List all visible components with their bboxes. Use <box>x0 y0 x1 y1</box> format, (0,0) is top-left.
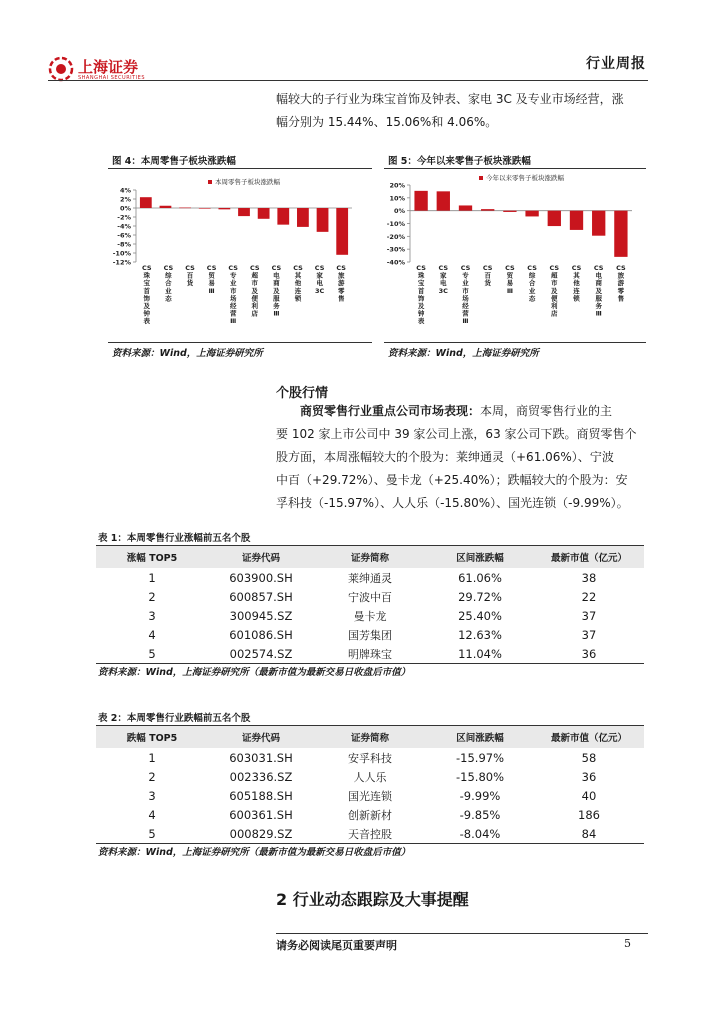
table1-title: 表 1：本周零售行业涨幅前五名个股 <box>98 533 251 544</box>
table1-header-code: 证券代码 <box>208 546 314 568</box>
intro-line-2: 幅分别为 15.44%、15.06%和 4.06%。 <box>276 115 498 129</box>
fig4-title: 图 4：本周零售子板块涨跌幅 <box>112 156 236 167</box>
fig5-legend-label: 今年以来零售子板块涨跌幅 <box>486 174 564 182</box>
fig5-y-tick-label: 0% <box>393 207 405 216</box>
fig5-x-tick-label: CS 家电 3C <box>438 264 449 295</box>
fig5-bar <box>570 211 583 230</box>
table-row: 4 601086.SH 国芳集团 12.63% 37 <box>148 627 597 642</box>
fig5-y-tick-label: -10% <box>386 220 405 228</box>
fig5-x-tick-label: CS 专业市场经营 Ⅲ <box>460 264 471 326</box>
intro-line-1: 幅较大的子行业为珠宝首饰及钟表、家电 3C 及专业市场经营，涨 <box>276 92 624 106</box>
fig4-y-tick-label: -6% <box>117 231 131 240</box>
fig4-x-tick-label: CS 电商及服务 Ⅲ <box>271 264 282 318</box>
fig4-bar <box>140 197 152 208</box>
fig4-bar <box>218 208 230 209</box>
fig5-top-rule <box>384 168 646 169</box>
fig4-bar <box>160 206 172 208</box>
table2-title: 表 2：本周零售行业跌幅前五名个股 <box>98 713 251 724</box>
table2-header-change: 区间涨跌幅 <box>426 726 534 748</box>
table2-header-cap: 最新市值（亿元） <box>534 726 644 748</box>
fig5-bar <box>481 209 494 211</box>
table-row: 3 605188.SH 国光连锁 -9.99% 40 <box>148 788 597 803</box>
fig5-x-tick-label: CS 超市及便利店 <box>549 264 560 318</box>
stocks-line-4: 中百（+29.72%）、曼卡龙（+25.40%）；跌幅较大的个股为：安 <box>276 473 628 487</box>
fig4-x-tick-label: CS 旅游零售 <box>336 264 346 303</box>
fig4-y-tick-label: -12% <box>112 258 131 267</box>
stocks-line-5: 孚科技（-15.97%）、人人乐（-15.80%）、国光连锁（-9.99%）。 <box>276 496 629 510</box>
fig5-x-tick-label: CS 电商及服务 Ⅲ <box>593 264 604 318</box>
fig4-y-tick-label: 0% <box>119 204 131 213</box>
table1-header-rank: 涨幅 TOP5 <box>96 546 208 568</box>
fig4-legend-label: 本周零售子板块涨跌幅 <box>215 178 280 186</box>
fig5-y-tick-label: -40% <box>386 258 405 267</box>
fig5-y-tick-label: 20% <box>389 181 405 190</box>
fig5-bar <box>548 211 561 226</box>
fig4-bottom-rule <box>108 342 372 343</box>
fig5-source: 资料来源：Wind，上海证券研究所 <box>388 348 539 359</box>
fig4-y-tick-label: 2% <box>119 195 131 204</box>
table-row: 4 600361.SH 创新新材 -9.85% 186 <box>148 807 600 822</box>
fig5-x-tick-label: CS 珠宝首饰及钟表 <box>416 264 426 326</box>
table1-header-cap: 最新市值（亿元） <box>534 546 644 568</box>
fig4-source: 资料来源：Wind，上海证券研究所 <box>112 348 263 359</box>
fig4-y-tick-label: -4% <box>117 222 131 231</box>
table2 <box>96 726 644 843</box>
fig5-chart <box>384 170 646 340</box>
fig4-x-tick-label: CS 综合业态 <box>163 264 174 303</box>
table-row: 5 002574.SZ 明牌珠宝 11.04% 36 <box>148 646 597 661</box>
header-divider <box>48 80 648 81</box>
table2-header-code: 证券代码 <box>208 726 314 748</box>
fig4-top-rule <box>108 168 372 169</box>
table-row: 2 600857.SH 宁波中百 29.72% 22 <box>148 589 597 604</box>
fig4-legend-swatch <box>208 180 212 184</box>
fig4-y-tick-label: -2% <box>117 213 131 222</box>
table1-header-row <box>96 546 644 568</box>
table2-header-rank: 跌幅 TOP5 <box>96 726 208 748</box>
fig5-x-tick-label: CS 百货 <box>482 264 493 288</box>
fig5-chart-svg <box>384 170 646 340</box>
stocks-paragraph <box>276 400 656 515</box>
logo-text: 上海证券 <box>78 58 139 76</box>
table-row: 2 002336.SZ 人人乐 -15.80% 36 <box>148 769 597 784</box>
fig5-legend-swatch <box>479 176 483 180</box>
fig5-bar <box>614 211 627 257</box>
table-row: 5 000829.SZ 天音控股 -8.04% 84 <box>148 826 597 841</box>
fig4-x-tick-label: CS 珠宝首饰及钟表 <box>142 264 152 326</box>
fig4-y-tick-label: -10% <box>112 249 131 258</box>
report-type: 行业周报 <box>586 56 646 72</box>
fig4-bar <box>179 208 191 209</box>
fig4-chart-svg <box>108 170 372 340</box>
fig4-x-tick-label: CS 贸易 Ⅲ <box>206 264 217 295</box>
stocks-line-1: 本周，商贸零售行业的主 <box>480 404 613 418</box>
table1-header-name: 证券简称 <box>314 546 426 568</box>
fig4-y-tick-label: 4% <box>119 186 131 195</box>
fig4-x-tick-label: CS 专业市场经营 Ⅲ <box>228 264 238 326</box>
fig4-y-tick-label: -8% <box>117 240 131 249</box>
fig5-bottom-rule <box>384 342 646 343</box>
table-row: 1 603031.SH 安孚科技 -15.97% 58 <box>148 750 597 765</box>
fig4-bar <box>277 208 289 225</box>
table-row: 3 300945.SZ 曼卡龙 25.40% 37 <box>148 608 597 623</box>
table2-header-name: 证券简称 <box>314 726 426 748</box>
fig5-bar <box>414 191 427 211</box>
fig5-bar <box>437 191 450 210</box>
fig5-title: 图 5：今年以来零售子板块涨跌幅 <box>388 156 531 167</box>
fig5-x-tick-label: CS 旅游零售 <box>616 264 626 303</box>
stocks-lead: 商贸零售行业重点公司市场表现： <box>300 404 481 418</box>
fig4-bar <box>317 208 329 232</box>
footer-divider <box>276 933 648 934</box>
fig4-x-tick-label: CS 其他连锁 <box>293 264 303 303</box>
fig5-y-tick-label: -30% <box>386 245 405 254</box>
fig5-x-tick-label: CS 综合业态 <box>527 264 537 303</box>
fig5-y-tick-label: 10% <box>389 194 405 203</box>
fig5-x-tick-label: CS 贸易 Ⅲ <box>505 264 515 295</box>
fig4-bar <box>238 208 250 216</box>
table-row: 1 603900.SH 莱绅通灵 61.06% 38 <box>148 570 597 585</box>
fig4-x-tick-label: CS 百货 <box>185 264 195 288</box>
fig4-chart <box>108 170 372 340</box>
logo-subtitle: SHANGHAI SECURITIES <box>78 75 146 81</box>
fig4-x-tick-label: CS 家电 3C <box>314 264 325 295</box>
fig5-bar <box>525 211 538 217</box>
stocks-heading: 个股行情 <box>276 386 329 401</box>
table1-header-change: 区间涨跌幅 <box>426 546 534 568</box>
section2-heading: 2 行业动态跟踪及大事提醒 <box>276 890 469 909</box>
table2-source: 资料来源：Wind，上海证券研究所（最新市值为最新交易日收盘后市值） <box>98 847 411 858</box>
intro-paragraph <box>276 88 656 134</box>
fig4-bar <box>297 208 309 227</box>
logo-emblem-icon <box>48 56 74 82</box>
table1 <box>96 546 644 663</box>
table1-source: 资料来源：Wind，上海证券研究所（最新市值为最新交易日收盘后市值） <box>98 667 411 678</box>
fig4-x-tick-label: CS 超市及便利店 <box>250 264 260 318</box>
stocks-line-2: 要 102 家上市公司中 39 家公司上涨，63 家公司下跌。商贸零售个 <box>276 427 637 441</box>
stocks-line-3: 股方面，本周涨幅较大的个股为：莱绅通灵（+61.06%）、宁波 <box>276 450 614 464</box>
fig5-bar <box>592 211 605 236</box>
fig5-x-tick-label: CS 其他连锁 <box>571 264 582 303</box>
fig5-bar <box>459 205 472 210</box>
fig5-y-tick-label: -20% <box>386 232 405 241</box>
footer-disclaimer: 请务必阅读尾页重要声明 <box>276 939 397 952</box>
fig4-bar <box>336 208 348 255</box>
fig4-bar <box>258 208 270 219</box>
page-number: 5 <box>624 937 631 950</box>
table2-header-row <box>96 726 644 748</box>
fig5-bar <box>503 211 516 212</box>
fig4-bar <box>199 208 211 209</box>
